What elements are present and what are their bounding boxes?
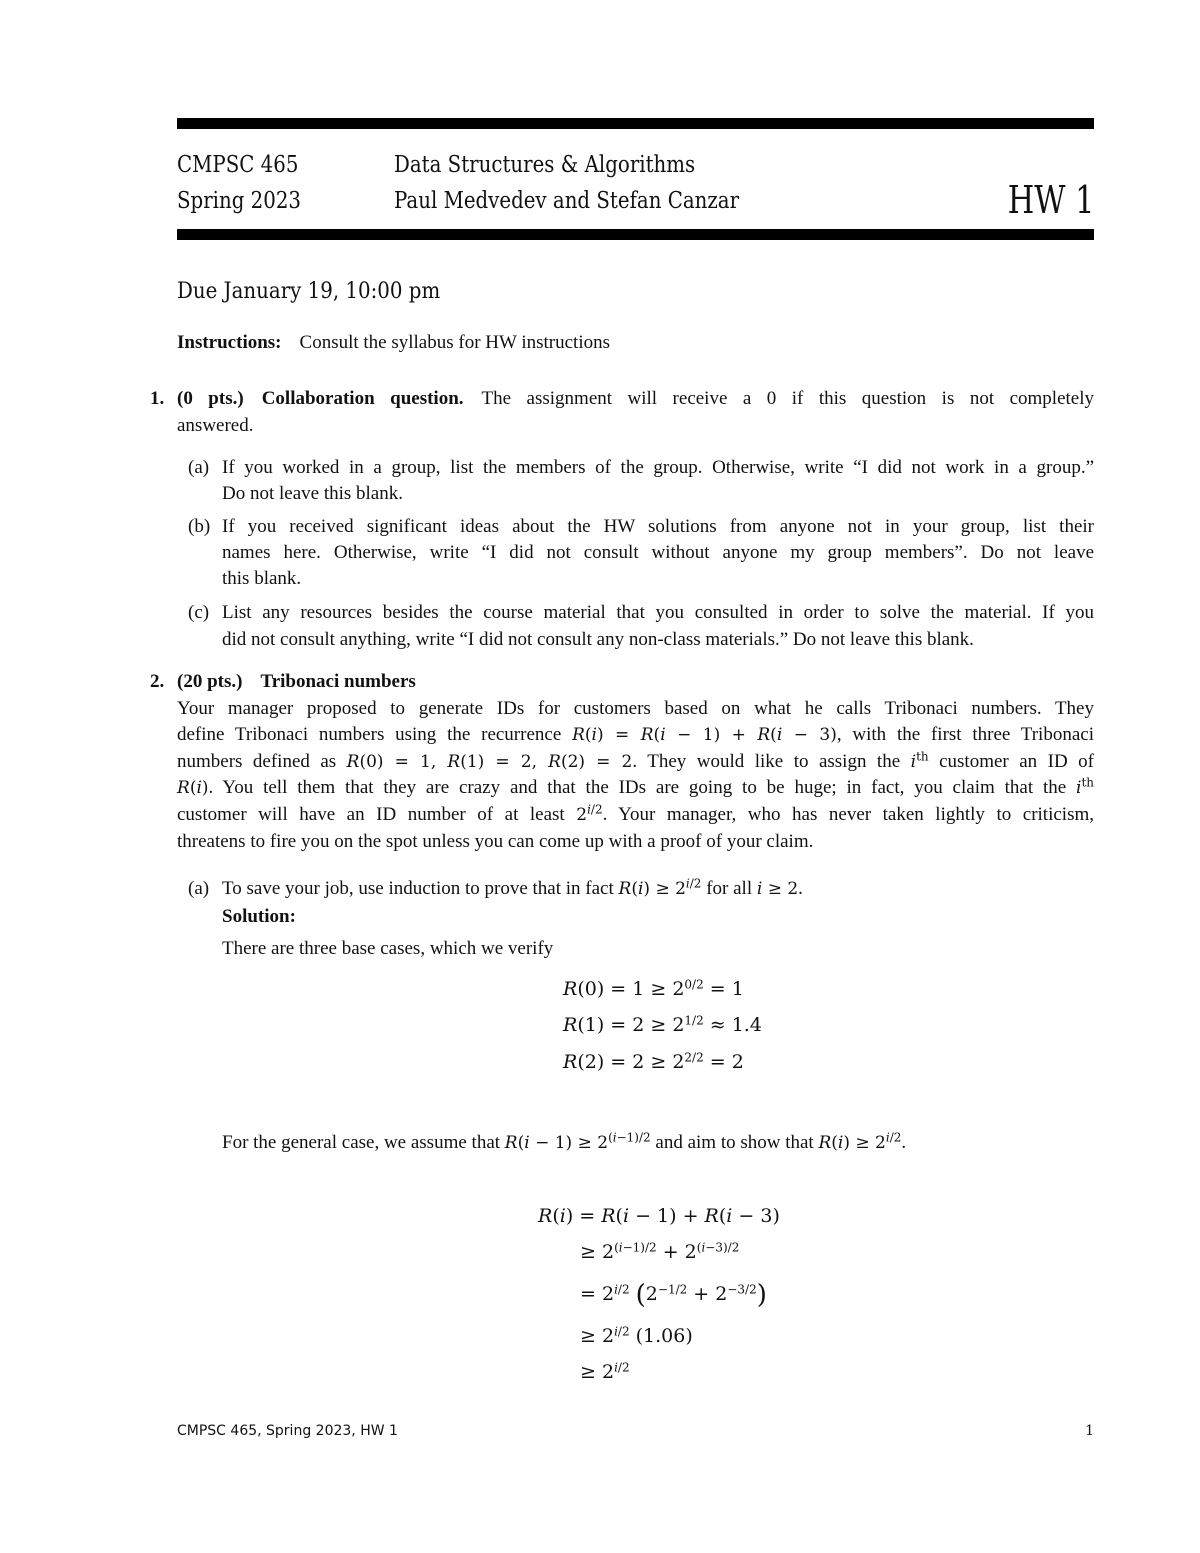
initial-values-formula: R(0) = 1, R(1) = 2, R(2) = 2 (346, 752, 633, 772)
course-instructors: Paul Medvedev and Stefan Canzar (394, 188, 740, 214)
derivation-line-4: ≥ $2^{i/2}$ (1.06) (580, 1324, 693, 1347)
course-title: Data Structures & Algorithms (394, 152, 696, 178)
question-2-title: Tribonaci numbers (260, 671, 416, 692)
instructions-text: Consult the syllabus for HW instructions (299, 332, 611, 353)
footer-course: CMPSC 465, Spring 2023, HW 1 (177, 1423, 398, 1439)
q2-para-line5: customer will have an ID number of at least $2^{i/2}$. Your manager, who has never taken lightly to criticism, (177, 802, 1094, 825)
page-number: 1 (1085, 1423, 1094, 1439)
solution-label: Solution: (222, 906, 296, 927)
question-1-text: The assignment will receive a 0 if this question is not completely (481, 388, 1094, 409)
question-2-points: (20 pts.) (177, 671, 243, 692)
question-2-number: 2. (150, 671, 165, 692)
course-code: CMPSC 465 (177, 152, 299, 178)
q1-part-b-label: (b) (188, 516, 211, 537)
q1-part-b-line3: this blank. (222, 568, 302, 589)
derivation-line-1: R(i) = R(i − 1) + R(i − 3) (538, 1205, 780, 1227)
question-1-line1 (177, 386, 1094, 413)
homework-label: HW 1 (1007, 178, 1094, 222)
instructions (177, 330, 610, 357)
question-1-points: (0 pts.) (177, 388, 244, 409)
course-term: Spring 2023 (177, 188, 302, 214)
q2-part-a-prompt: To save your job, use induction to prove that in fact $R(i) \ge 2^{i/2}$ for all i ≥ 2. (222, 876, 803, 899)
base-cases-intro: There are three base cases, which we verify (222, 938, 554, 959)
base-case-1: $R(1) = 2 \ge 2^{1/2} \approx 1.4$ (563, 1013, 762, 1036)
q2-para-line1: Your manager proposed to generate IDs for customers based on what he calls Tribonaci numbers. They (177, 698, 1094, 719)
derivation-line-3: = $2^{i/2}$ $(2^{-1/2} + 2^{-3/2})$ (580, 1280, 767, 1310)
recurrence-formula: R(i) = R(i − 1) + R(i − 3) (572, 725, 837, 745)
q2-para-line2: define Tribonaci numbers using the recurrence R(i) = R(i − 1) + R(i − 3), with the first three Tribonaci (177, 724, 1094, 745)
q1-part-c-label: (c) (188, 602, 210, 623)
q2-para-line6: threatens to fire you on the spot unless you can come up with a proof of your claim. (177, 831, 814, 852)
due-date: Due January 19, 10:00 pm (177, 279, 441, 304)
header-bottom-rule (177, 229, 1094, 240)
q1-part-c-line1: List any resources besides the course material that you consulted in order to solve the material. If you (222, 602, 1094, 623)
question-2-heading (177, 669, 416, 696)
header-top-rule (177, 118, 1094, 129)
q2-para-line3: numbers defined as R(0) = 1, R(1) = 2, R(2) = 2. They would like to assign the $i^{th}$ customer an ID of (177, 749, 1094, 772)
q2-part-a-label: (a) (188, 878, 210, 899)
q1-part-a-label: (a) (188, 457, 210, 478)
instructions-label: Instructions: (177, 332, 282, 353)
question-1-line2: answered. (177, 415, 254, 436)
derivation-line-2: ≥ $2^{(i-1)/2} + 2^{(i-3)/2}$ (580, 1240, 740, 1263)
q1-part-a-line1: If you worked in a group, list the members of the group. Otherwise, write “I did not work in a group.” (222, 457, 1094, 478)
question-1-title: Collaboration question. (261, 388, 464, 409)
q1-part-a-line2: Do not leave this blank. (222, 483, 403, 504)
question-1-number: 1. (150, 388, 165, 409)
derivation-line-5: ≥ $2^{i/2}$ (580, 1360, 630, 1383)
q2-para-line4: R(i). You tell them that they are crazy and that the IDs are going to be huge; in fact, you claim that the $i^{th}$ (177, 775, 1094, 798)
q1-part-b-line1: If you received significant ideas about the HW solutions from anyone not in your group, list their (222, 516, 1094, 537)
q1-part-c-line2: did not consult anything, write “I did not consult any non-class materials.” Do not leave this blank. (222, 629, 974, 650)
q1-part-b-line2: names here. Otherwise, write “I did not consult without anyone my group members”. Do not leave (222, 542, 1094, 563)
general-case-text: For the general case, we assume that $R(i - 1) \ge 2^{(i-1)/2}$ and aim to show that $R(i) \ge 2^{i/2}$. (222, 1130, 907, 1153)
base-case-0: $R(0) = 1 \ge 2^{0/2} = 1$ (563, 977, 744, 1000)
base-case-2: $R(2) = 2 \ge 2^{2/2} = 2$ (563, 1050, 744, 1073)
